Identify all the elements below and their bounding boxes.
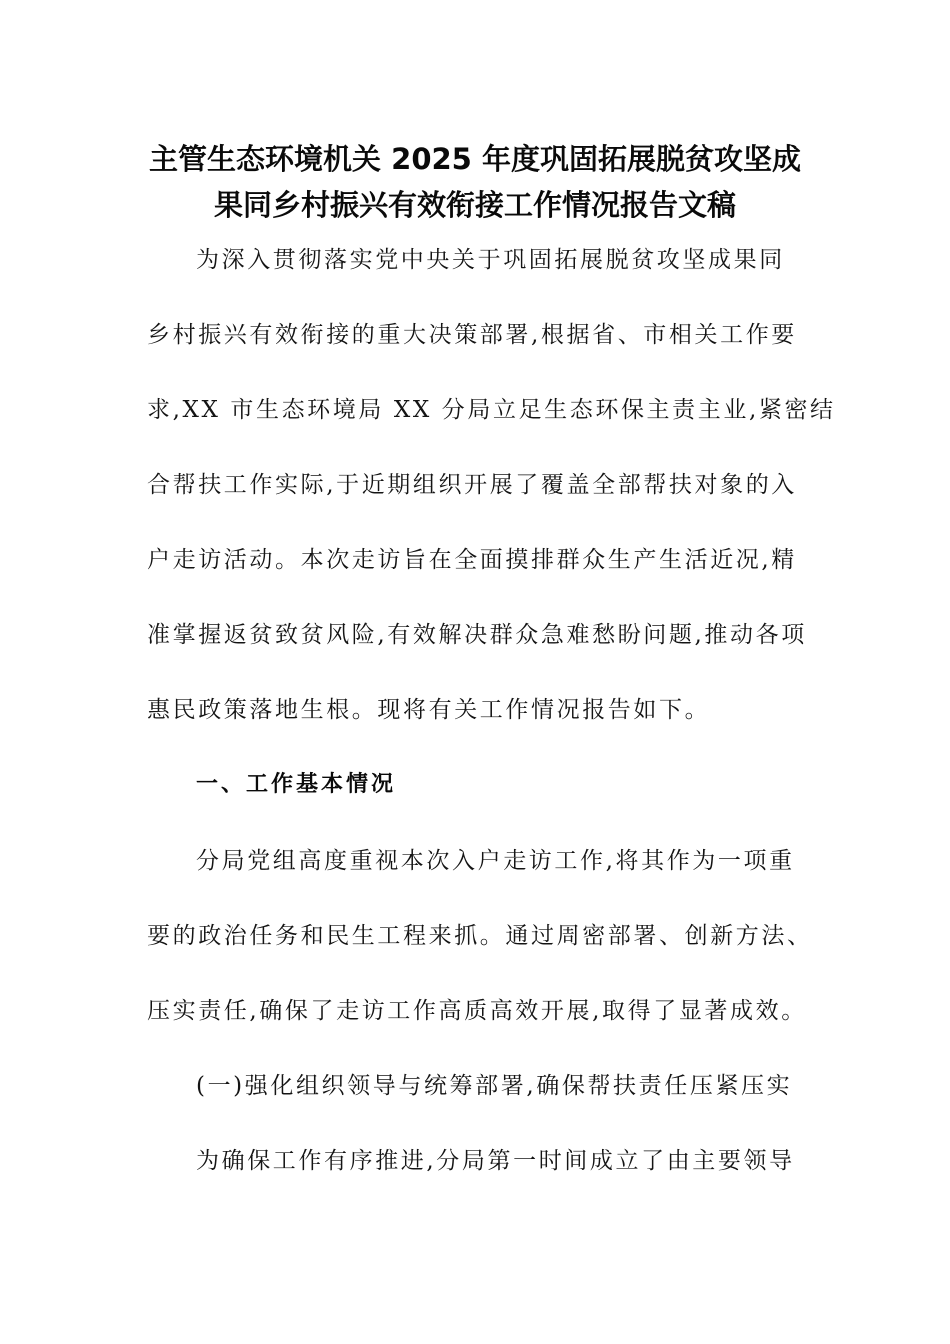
intro-line-4: 合帮扶工作实际,于近期组织开展了覆盖全部帮扶对象的入: [147, 472, 797, 498]
section-1-paragraph-line-1: 分局党组高度重视本次入户走访工作,将其作为一项重: [196, 848, 795, 874]
section-1-paragraph-line-2: 要的政治任务和民生工程来抓。通过周密部署、创新方法、: [147, 923, 813, 949]
subsection-1-paragraph-line-1: 为确保工作有序推进,分局第一时间成立了由主要领导: [196, 1148, 795, 1174]
section-1-paragraph-line-3: 压实责任,确保了走访工作高质高效开展,取得了显著成效。: [147, 998, 807, 1024]
subsection-1-heading: (一)强化组织领导与统筹部署,确保帮扶责任压紧压实: [196, 1073, 793, 1099]
document-title-line-1: 主管生态环境机关 2025 年度巩固拓展脱贫攻坚成: [149, 142, 801, 176]
intro-line-1: 为深入贯彻落实党中央关于巩固拓展脱贫攻坚成果同: [196, 247, 785, 273]
intro-line-2: 乡村振兴有效衔接的重大决策部署,根据省、市相关工作要: [147, 322, 797, 348]
intro-line-3: 求,XX 市生态环境局 XX 分局立足生态环保主责主业,紧密结: [147, 397, 836, 423]
intro-line-7: 惠民政策落地生根。现将有关工作情况报告如下。: [147, 697, 711, 723]
intro-line-5: 户走访活动。本次走访旨在全面摸排群众生产生活近况,精: [147, 547, 797, 573]
section-1-heading: 一、工作基本情况: [196, 772, 397, 797]
intro-line-6: 准掌握返贫致贫风险,有效解决群众急难愁盼问题,推动各项: [147, 622, 807, 648]
document-title-line-2: 果同乡村振兴有效衔接工作情况报告文稿: [213, 188, 736, 222]
